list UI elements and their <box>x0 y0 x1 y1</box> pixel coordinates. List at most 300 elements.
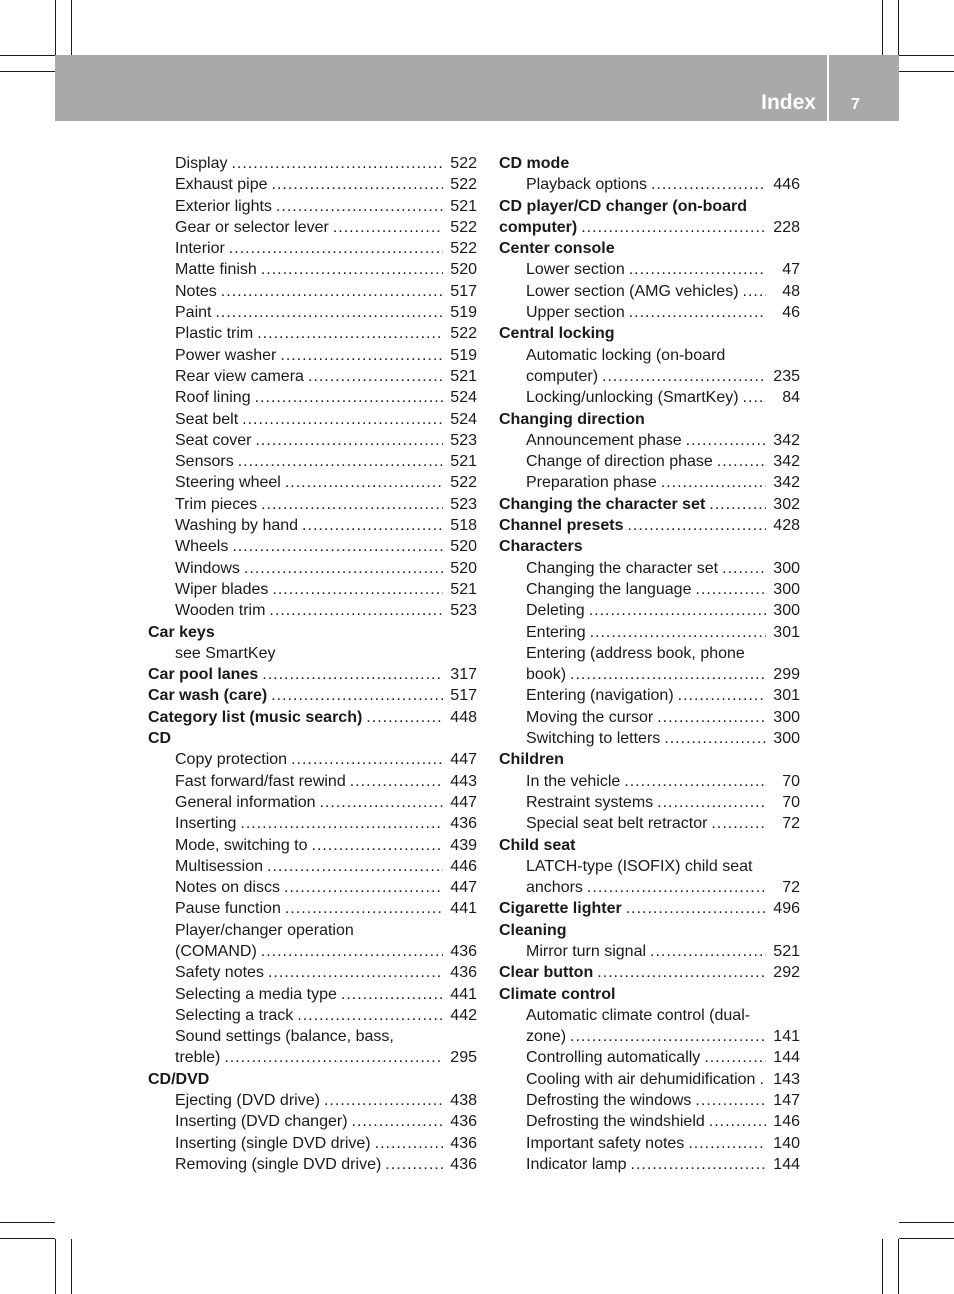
index-subentry <box>148 409 477 430</box>
dot-leader <box>215 302 443 323</box>
index-subentry <box>148 920 477 941</box>
dot-leader <box>291 749 443 770</box>
dot-leader <box>722 558 766 579</box>
dot-leader <box>629 302 766 323</box>
entry-text: Wiper blades <box>175 580 269 598</box>
index-subentry <box>148 366 477 387</box>
page-reference: 523 <box>450 602 477 620</box>
dot-leader <box>312 835 443 856</box>
dot-leader <box>255 387 443 408</box>
index-subentry <box>148 387 477 408</box>
index-subentry <box>148 1090 477 1111</box>
index-column-right <box>499 153 800 1175</box>
index-heading <box>499 323 800 344</box>
index-subentry <box>499 1090 800 1111</box>
entry-text: Cleaning <box>499 921 567 939</box>
page-reference: 300 <box>773 559 800 577</box>
index-subentry <box>499 1069 800 1090</box>
entry-text: Upper section <box>526 304 625 322</box>
index-heading <box>148 1069 477 1090</box>
index-subentry <box>148 1133 477 1154</box>
dot-leader <box>284 877 443 898</box>
dot-leader <box>352 1111 443 1132</box>
entry-text: Notes on discs <box>175 879 280 897</box>
page-reference: 442 <box>450 1006 477 1024</box>
index-subentry <box>148 941 477 962</box>
index-subentry <box>499 472 800 493</box>
entry-text: Car keys <box>148 623 215 641</box>
dot-leader <box>231 153 443 174</box>
page-reference: 228 <box>773 218 800 236</box>
index-subentry <box>499 558 800 579</box>
entry-text: Display <box>175 155 228 172</box>
entry-text: Power washer <box>175 346 277 364</box>
dot-leader <box>276 196 443 217</box>
index-subentry <box>499 259 800 280</box>
entry-text: anchors <box>526 879 583 897</box>
page-reference: 522 <box>450 155 477 172</box>
page-reference: 436 <box>450 942 477 960</box>
page-reference: 441 <box>450 900 477 918</box>
entry-text: Restraint systems <box>526 793 654 811</box>
index-subentry <box>499 579 800 600</box>
page-reference: 72 <box>782 815 800 833</box>
dot-leader <box>624 771 766 792</box>
page-reference: 522 <box>450 240 477 258</box>
page-reference: 436 <box>450 1155 477 1173</box>
index-heading <box>499 515 800 536</box>
entry-text: Automatic locking (on-board <box>526 346 726 364</box>
page-reference: 84 <box>782 389 800 407</box>
entry-text: Paint <box>175 304 212 322</box>
index-subentry <box>499 302 800 323</box>
page-reference: 72 <box>782 879 800 897</box>
entry-text: Lower section <box>526 261 625 279</box>
entry-text: Sensors <box>175 453 234 471</box>
index-subentry <box>148 1005 477 1026</box>
entry-text: Pause function <box>175 900 281 918</box>
dot-leader <box>657 792 766 813</box>
dot-leader <box>688 1133 766 1154</box>
dot-leader <box>257 323 443 344</box>
index-subentry <box>499 856 800 877</box>
entry-text: Entering <box>526 623 586 641</box>
entry-text: (COMAND) <box>175 942 257 960</box>
index-subentry <box>148 962 477 983</box>
page-reference: 300 <box>773 730 800 748</box>
index-subentry <box>148 898 477 919</box>
index-subentry <box>148 1111 477 1132</box>
dot-leader <box>695 579 766 600</box>
index-subentry <box>148 856 477 877</box>
entry-text: Children <box>499 751 564 769</box>
index-subentry <box>148 643 477 664</box>
entry-text: In the vehicle <box>526 772 621 790</box>
dot-leader <box>627 515 766 536</box>
dot-leader <box>587 877 766 898</box>
index-subentry <box>499 622 800 643</box>
entry-text: Entering (navigation) <box>526 687 674 705</box>
page-reference: 447 <box>450 793 477 811</box>
page-reference: 436 <box>450 1134 477 1152</box>
entry-text: Climate control <box>499 985 616 1003</box>
entry-text: Seat cover <box>175 431 252 449</box>
dot-leader <box>350 771 443 792</box>
page-reference: 302 <box>773 495 800 513</box>
page-reference: 140 <box>773 1134 800 1152</box>
entry-text: Player/changer operation <box>175 921 354 939</box>
dot-leader <box>262 664 443 685</box>
entry-text: Interior <box>175 240 225 258</box>
dot-leader <box>651 174 766 195</box>
index-heading <box>499 217 800 238</box>
entry-text: Clear button <box>499 964 594 982</box>
page-reference: 70 <box>782 793 800 811</box>
dot-leader <box>238 451 443 472</box>
page-number: 7 <box>851 96 860 113</box>
index-subentry <box>499 1005 800 1026</box>
index-heading <box>499 409 800 430</box>
page-reference: 70 <box>782 772 800 790</box>
page-title: Index <box>761 91 816 114</box>
index-subentry <box>499 387 800 408</box>
page-reference: 436 <box>450 815 477 833</box>
dot-leader <box>686 430 766 451</box>
entry-text: Removing (single DVD drive) <box>175 1155 382 1173</box>
dot-leader <box>709 494 766 515</box>
entry-text: Defrosting the windshield <box>526 1113 705 1131</box>
page-reference: 147 <box>773 1092 800 1110</box>
dot-leader <box>743 281 766 302</box>
page-reference: 143 <box>773 1070 800 1088</box>
dot-leader <box>597 962 766 983</box>
page-reference: 520 <box>450 538 477 556</box>
entry-text: Safety notes <box>175 964 264 982</box>
entry-text: Multisession <box>175 857 264 875</box>
entry-text: Wooden trim <box>175 602 266 620</box>
entry-text: Fast forward/fast rewind <box>175 772 346 790</box>
page-reference: 342 <box>773 453 800 471</box>
dot-leader <box>711 813 766 834</box>
dot-leader <box>581 217 766 238</box>
header-divider <box>827 55 829 121</box>
index-subentry <box>148 515 477 536</box>
page-reference: 447 <box>450 751 477 769</box>
page-reference: 520 <box>450 559 477 577</box>
entry-text: Cooling with air dehumidification <box>526 1070 756 1088</box>
index-heading <box>499 898 800 919</box>
entry-text: Controlling automatically <box>526 1049 701 1067</box>
page-reference: 46 <box>782 304 800 322</box>
index-subentry <box>499 174 800 195</box>
page-reference: 523 <box>450 431 477 449</box>
index-subentry <box>499 771 800 792</box>
index-subentry <box>499 1026 800 1047</box>
entry-text: book) <box>526 666 567 684</box>
page-reference: 522 <box>450 218 477 236</box>
dot-leader <box>232 536 443 557</box>
dot-leader <box>717 451 766 472</box>
entry-text: Locking/unlocking (SmartKey) <box>526 389 739 407</box>
dot-leader <box>657 707 766 728</box>
entry-text: Plastic trim <box>175 325 254 343</box>
index-heading <box>499 749 800 770</box>
index-subentry <box>148 579 477 600</box>
index-heading <box>499 196 800 217</box>
dot-leader <box>242 409 443 430</box>
page-reference: 146 <box>773 1113 800 1131</box>
entry-text: Switching to letters <box>526 730 661 748</box>
page-reference: 436 <box>450 964 477 982</box>
entry-text: Channel presets <box>499 517 624 535</box>
entry-text: Ejecting (DVD drive) <box>175 1092 320 1110</box>
entry-text: CD mode <box>499 155 570 172</box>
page-reference: 439 <box>450 836 477 854</box>
index-heading <box>148 728 477 749</box>
page-reference: 141 <box>773 1028 800 1046</box>
index-heading <box>499 494 800 515</box>
index-heading <box>148 707 477 728</box>
dot-leader <box>650 941 766 962</box>
dot-leader <box>268 962 443 983</box>
page-reference: 519 <box>450 346 477 364</box>
page-reference: 524 <box>450 389 477 407</box>
page-reference: 448 <box>450 708 477 726</box>
index-column-left <box>148 153 477 1175</box>
dot-leader <box>285 898 443 919</box>
index-subentry <box>148 877 477 898</box>
index-subentry <box>499 1154 800 1175</box>
page-reference: 144 <box>773 1155 800 1173</box>
dot-leader <box>664 728 766 749</box>
entry-text: computer) <box>499 218 578 236</box>
dot-leader <box>267 856 443 877</box>
entry-text: Selecting a media type <box>175 985 337 1003</box>
page-reference: 522 <box>450 325 477 343</box>
index-subentry <box>148 600 477 621</box>
page-reference: 300 <box>773 580 800 598</box>
page-reference: 428 <box>773 517 800 535</box>
page-reference: 438 <box>450 1092 477 1110</box>
entry-text: Playback options <box>526 176 647 194</box>
index-heading <box>499 536 800 557</box>
entry-text: Changing direction <box>499 410 645 428</box>
page-reference: 317 <box>450 666 477 684</box>
entry-text: Gear or selector lever <box>175 218 329 236</box>
page-reference: 521 <box>450 367 477 385</box>
entry-text: Inserting <box>175 815 237 833</box>
entry-text: Central locking <box>499 325 615 343</box>
entry-text: Special seat belt retractor <box>526 815 708 833</box>
page-reference: 523 <box>450 495 477 513</box>
entry-text: Center console <box>499 240 615 258</box>
page-header <box>55 55 899 121</box>
dot-leader <box>261 494 443 515</box>
dot-leader <box>320 792 443 813</box>
page-reference: 300 <box>773 602 800 620</box>
entry-text: Announcement phase <box>526 431 682 449</box>
index-subentry <box>148 984 477 1005</box>
dot-leader <box>570 1026 766 1047</box>
index-subentry <box>148 345 477 366</box>
entry-text: Child seat <box>499 836 576 854</box>
entry-text: Car wash (care) <box>148 687 268 705</box>
entry-text: Matte finish <box>175 261 257 279</box>
entry-text: Mode, switching to <box>175 836 308 854</box>
dot-leader <box>631 1154 767 1175</box>
entry-text: Exhaust pipe <box>175 176 268 194</box>
entry-text: Important safety notes <box>526 1134 685 1152</box>
index-heading <box>148 622 477 643</box>
page-reference: 522 <box>450 474 477 492</box>
dot-leader <box>385 1154 443 1175</box>
page-reference: 447 <box>450 879 477 897</box>
entry-text: Moving the cursor <box>526 708 654 726</box>
entry-text: Trim pieces <box>175 495 258 513</box>
index-subentry <box>499 366 800 387</box>
entry-text: Mirror turn signal <box>526 942 647 960</box>
page-reference: 446 <box>450 857 477 875</box>
dot-leader <box>341 984 443 1005</box>
entry-text: Characters <box>499 538 583 556</box>
entry-text: General information <box>175 793 316 811</box>
entry-text: see SmartKey <box>175 644 276 662</box>
entry-text: CD player/CD changer (on-board <box>499 197 748 215</box>
dot-leader <box>333 217 443 238</box>
dot-leader <box>308 366 443 387</box>
index-subentry <box>499 941 800 962</box>
index-subentry <box>499 1111 800 1132</box>
dot-leader <box>221 281 443 302</box>
entry-text: Deleting <box>526 602 585 620</box>
page-reference: 446 <box>773 176 800 194</box>
index-subentry <box>499 345 800 366</box>
index-subentry <box>499 1133 800 1154</box>
index-heading <box>499 920 800 941</box>
page-reference: 521 <box>450 580 477 598</box>
index-subentry <box>499 792 800 813</box>
entry-text: Changing the character set <box>526 559 719 577</box>
page-reference: 517 <box>450 687 477 705</box>
page-reference: 342 <box>773 431 800 449</box>
page-reference: 496 <box>773 900 800 918</box>
dot-leader <box>743 387 766 408</box>
entry-text: Inserting (single DVD drive) <box>175 1134 371 1152</box>
index-subentry <box>499 664 800 685</box>
dot-leader <box>244 558 443 579</box>
index-subentry <box>499 451 800 472</box>
page-reference: 520 <box>450 261 477 279</box>
index-heading <box>499 984 800 1005</box>
dot-leader <box>366 707 443 728</box>
dot-leader <box>626 898 766 919</box>
index-subentry <box>148 494 477 515</box>
entry-text: Automatic climate control (dual- <box>526 1006 751 1024</box>
index-subentry <box>499 430 800 451</box>
entry-text: Washing by hand <box>175 517 299 535</box>
index-subentry <box>148 451 477 472</box>
index-subentry <box>499 728 800 749</box>
page-reference: 299 <box>773 666 800 684</box>
page-reference: 517 <box>450 282 477 300</box>
entry-text: computer) <box>526 367 599 385</box>
index-subentry <box>148 217 477 238</box>
index-subentry <box>148 259 477 280</box>
index-subentry <box>148 1047 477 1068</box>
entry-text: Seat belt <box>175 410 239 428</box>
page-reference: 524 <box>450 410 477 428</box>
dot-leader <box>709 1111 766 1132</box>
page-reference: 48 <box>782 282 800 300</box>
page-reference: 518 <box>450 517 477 535</box>
dot-leader <box>759 1069 766 1090</box>
index-subentry <box>499 685 800 706</box>
entry-text: Rear view camera <box>175 367 304 385</box>
entry-text: Changing the character set <box>499 495 706 513</box>
index-subentry <box>499 600 800 621</box>
entry-text: Notes <box>175 282 217 300</box>
dot-leader <box>602 366 766 387</box>
entry-text: Changing the language <box>526 580 692 598</box>
dot-leader <box>590 622 766 643</box>
dot-leader <box>661 472 766 493</box>
page-reference: 342 <box>773 474 800 492</box>
index-heading <box>499 153 800 174</box>
entry-text: Preparation phase <box>526 474 657 492</box>
page-reference: 144 <box>773 1049 800 1067</box>
index-subentry <box>148 302 477 323</box>
index-subentry <box>499 707 800 728</box>
entry-text: zone) <box>526 1028 567 1046</box>
entry-text: Indicator lamp <box>526 1155 627 1173</box>
page-reference: 300 <box>773 708 800 726</box>
page-reference: 47 <box>782 261 800 279</box>
entry-text: treble) <box>175 1049 221 1067</box>
index-subentry <box>499 1047 800 1068</box>
entry-text: Sound settings (balance, bass, <box>175 1028 394 1046</box>
page-reference: 301 <box>773 687 800 705</box>
dot-leader <box>285 472 443 493</box>
entry-text: Inserting (DVD changer) <box>175 1113 348 1131</box>
entry-text: Wheels <box>175 538 229 556</box>
index-subentry <box>148 1154 477 1175</box>
index-subentry <box>499 877 800 898</box>
index-subentry <box>148 771 477 792</box>
index-subentry <box>148 558 477 579</box>
page-reference: 292 <box>773 964 800 982</box>
page-reference: 443 <box>450 772 477 790</box>
index-subentry <box>499 813 800 834</box>
dot-leader <box>261 259 443 280</box>
page-reference: 522 <box>450 176 477 194</box>
index-subentry <box>148 472 477 493</box>
dot-leader <box>324 1090 443 1111</box>
index-subentry <box>148 536 477 557</box>
entry-text: Car pool lanes <box>148 666 259 684</box>
index-subentry <box>148 196 477 217</box>
index-subentry <box>148 323 477 344</box>
index-subentry <box>499 643 800 664</box>
dot-leader <box>255 430 443 451</box>
index-heading <box>148 685 477 706</box>
index-subentry <box>148 238 477 259</box>
index-subentry <box>148 1026 477 1047</box>
dot-leader <box>269 600 443 621</box>
dot-leader <box>280 345 443 366</box>
dot-leader <box>678 685 766 706</box>
page-reference: 521 <box>773 942 800 960</box>
page-reference: 519 <box>450 304 477 322</box>
